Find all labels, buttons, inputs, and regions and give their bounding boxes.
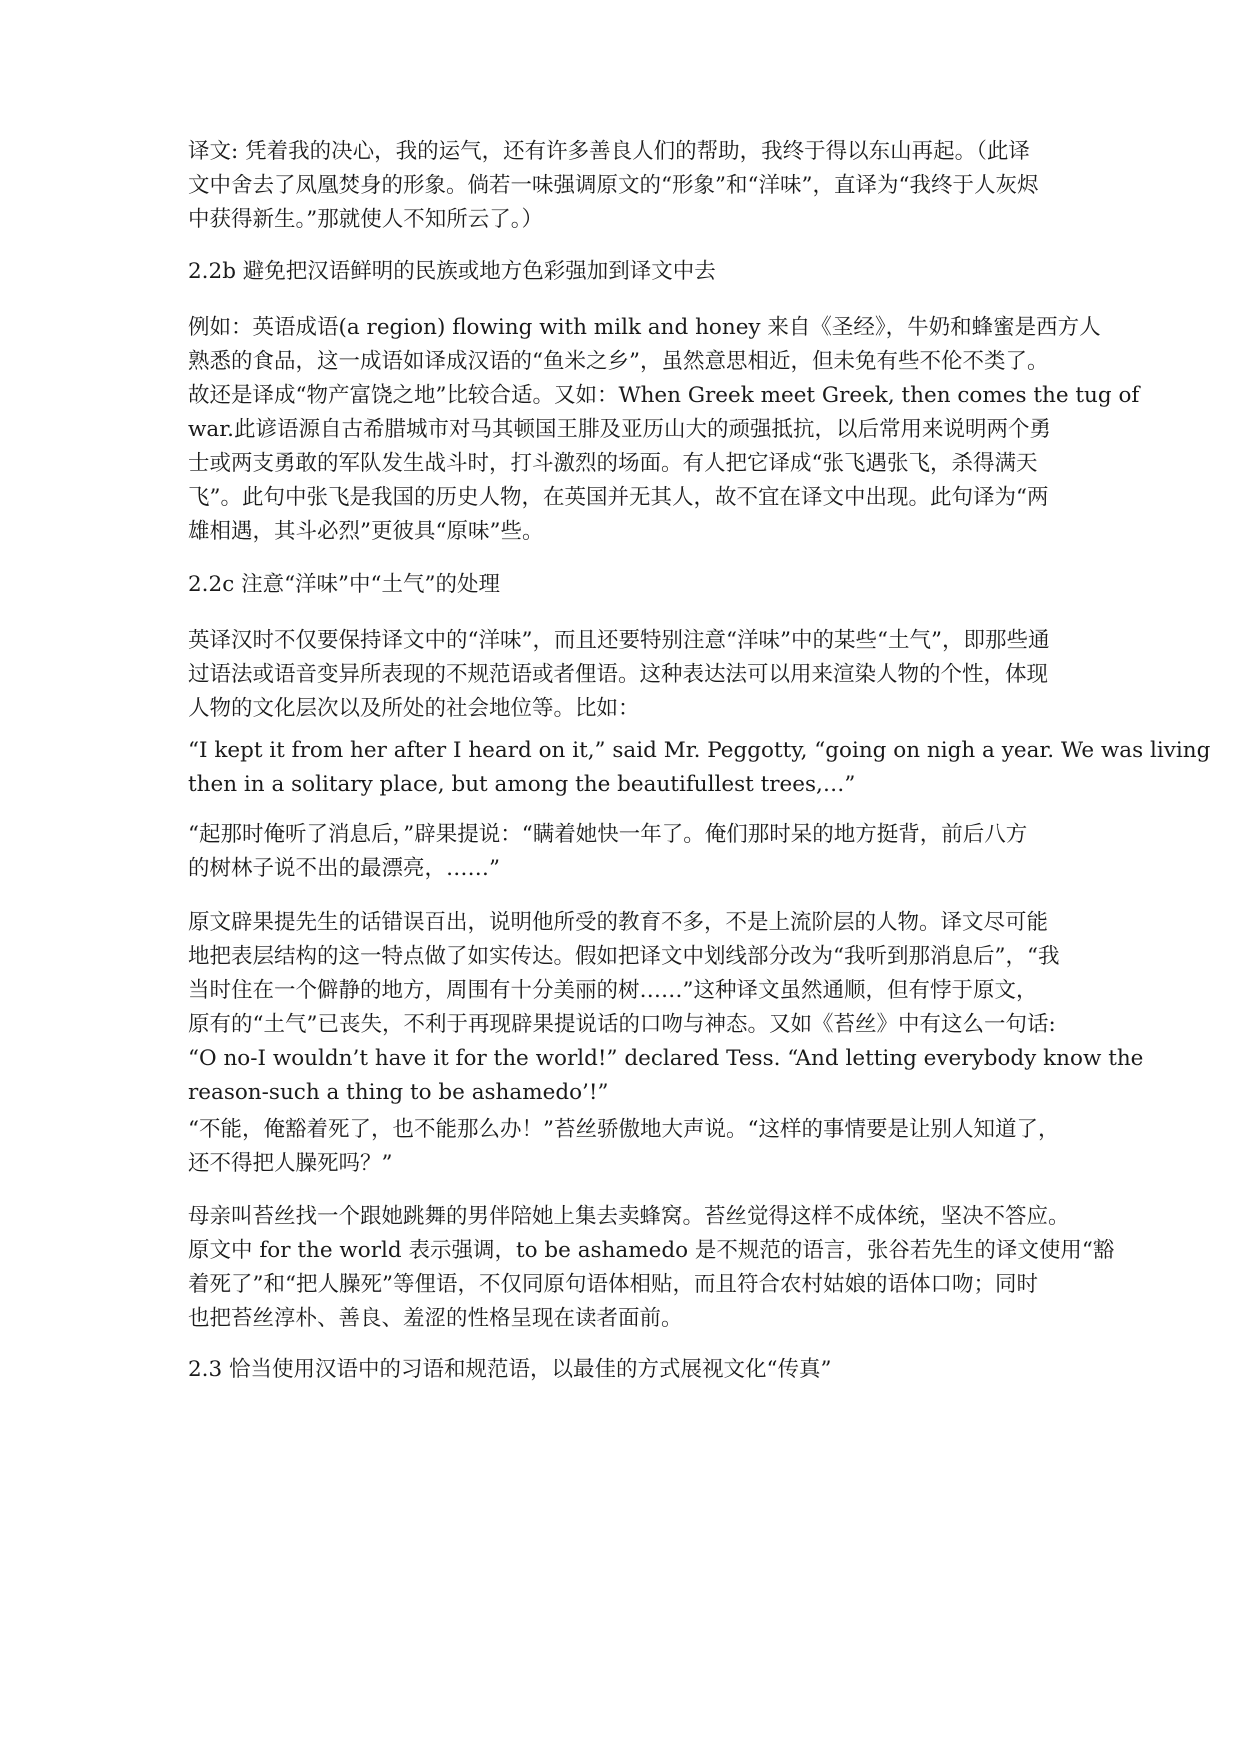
paragraph-intro-tuqi	[188, 624, 1068, 726]
text-line: 当时住在一个僻静的地方，周围有十分美丽的树……”这种译文虽然通顺，但有悖于原文，	[188, 978, 1038, 1003]
text-line: 母亲叫苔丝找一个跟她跳舞的男伴陪她上集去卖蜂窝。苔丝觉得这样不成体统，坚决不答应。	[188, 1204, 1070, 1229]
text-line: “起那时俺听了消息后，”辟果提说：“瞒着她快一年了。俺们那时呆的地方挺背，前后八方	[188, 822, 1028, 847]
text-line: 也把苔丝淳朴、善良、羞涩的性格呈现在读者面前。	[188, 1306, 683, 1331]
text-line: 熟悉的食品，这一成语如译成汉语的“鱼米之乡”，虽然意思相近，但未免有些不伦不类了。	[188, 349, 1049, 374]
text-line: 地把表层结构的这一特点做了如实传达。假如把译文中划线部分改为“我听到那消息后”，“我	[188, 944, 1060, 969]
text-line: 英译汉时不仅要保持译文中的“洋味”，而且还要特别注意“洋味”中的某些“土气”，即那些通	[188, 628, 1050, 653]
section-heading-2-2b	[188, 255, 1068, 289]
text-line: “I kept it from her after I heard on it,” said Mr. Peggotty, “going on nigh a year. We was living	[188, 738, 1211, 763]
text-line: 还不得把人臊死吗？”	[188, 1151, 393, 1176]
text-line: 过语法或语音变异所表现的不规范语或者俚语。这种表达法可以用来渲染人物的个性，体现	[188, 662, 1049, 687]
text-line: 故还是译成“物产富饶之地”比较合适。又如：When Greek meet Greek, then comes the tug of	[188, 383, 1140, 408]
paragraph-analysis-peggotty	[188, 906, 1144, 1110]
text-line: war.此谚语源自古希腊城市对马其顿国王腓及亚历山大的顽强抵抗，以后常用来说明两个勇	[188, 417, 1051, 442]
quote-peggotty-chinese	[188, 818, 1068, 886]
heading-text: 2.2b 避免把汉语鲜明的民族或地方色彩强加到译文中去	[188, 259, 716, 284]
text-line: 原文辟果提先生的话错误百出，说明他所受的教育不多，不是上流阶层的人物。译文尽可能	[188, 910, 1049, 935]
text-line: 士或两支勇敢的军队发生战斗时，打斗激烈的场面。有人把它译成“张飞遇张飞，杀得满天	[188, 451, 1038, 476]
text-line: reason-such a thing to be ashamedo’!”	[188, 1080, 609, 1105]
paragraph-analysis-tess	[188, 1200, 1115, 1336]
text-line: 例如：英语成语(a region) flowing with milk and honey 来自《圣经》，牛奶和蜂蜜是西方人	[188, 315, 1101, 340]
section-heading-2-2c	[188, 568, 1068, 602]
text-line: then in a solitary place, but among the beautifullest trees,…”	[188, 772, 856, 797]
heading-text: 2.2c 注意“洋味”中“土气”的处理	[188, 572, 501, 597]
heading-text: 2.3 恰当使用汉语中的习语和规范语，以最佳的方式展视文化“传真”	[188, 1357, 832, 1382]
text-line: 雄相遇，其斗必烈”更彼具“原味”些。	[188, 519, 544, 544]
text-line: 飞”。此句中张飞是我国的历史人物，在英国并无其人，故不宜在译文中出现。此句译为“两	[188, 485, 1049, 510]
text-line: “O no-I wouldn’t have it for the world!” declared Tess. “And letting everybody know the	[188, 1046, 1144, 1071]
text-line: “不能，俺豁着死了，也不能那么办！”苔丝骄傲地大声说。“这样的事情要是让别人知道了，	[188, 1117, 1060, 1142]
text-line: 着死了”和“把人臊死”等俚语，不仅同原句语体相贴，而且符合农村姑娘的语体口吻；同时	[188, 1272, 1038, 1297]
section-heading-2-3	[188, 1353, 1068, 1387]
text-line: 原有的“土气”已丧失，不利于再现辟果提说话的口吻与神态。又如《苔丝》中有这么一句话:	[188, 1012, 1056, 1037]
quote-tess-chinese	[188, 1113, 1068, 1181]
text-line: 原文中 for the world 表示强调，to be ashamedo 是不规范的语言，张谷若先生的译文使用“豁	[188, 1238, 1115, 1263]
text-line: 译文: 凭着我的决心，我的运气，还有许多善良人们的帮助，我终于得以东山再起。（此译	[188, 139, 1030, 164]
quote-peggotty-english	[188, 734, 1211, 802]
text-line: 的树林子说不出的最漂亮，……”	[188, 856, 500, 881]
text-line: 文中舍去了凤凰焚身的形象。倘若一味强调原文的“形象”和“洋味”，直译为“我终于人灰烬	[188, 173, 1039, 198]
paragraph-translation-note	[188, 135, 1068, 237]
text-line: 人物的文化层次以及所处的社会地位等。比如：	[188, 696, 640, 721]
text-line: 中获得新生。”那就使人不知所云了。）	[188, 207, 543, 232]
paragraph-example-milk-honey	[188, 311, 1140, 549]
